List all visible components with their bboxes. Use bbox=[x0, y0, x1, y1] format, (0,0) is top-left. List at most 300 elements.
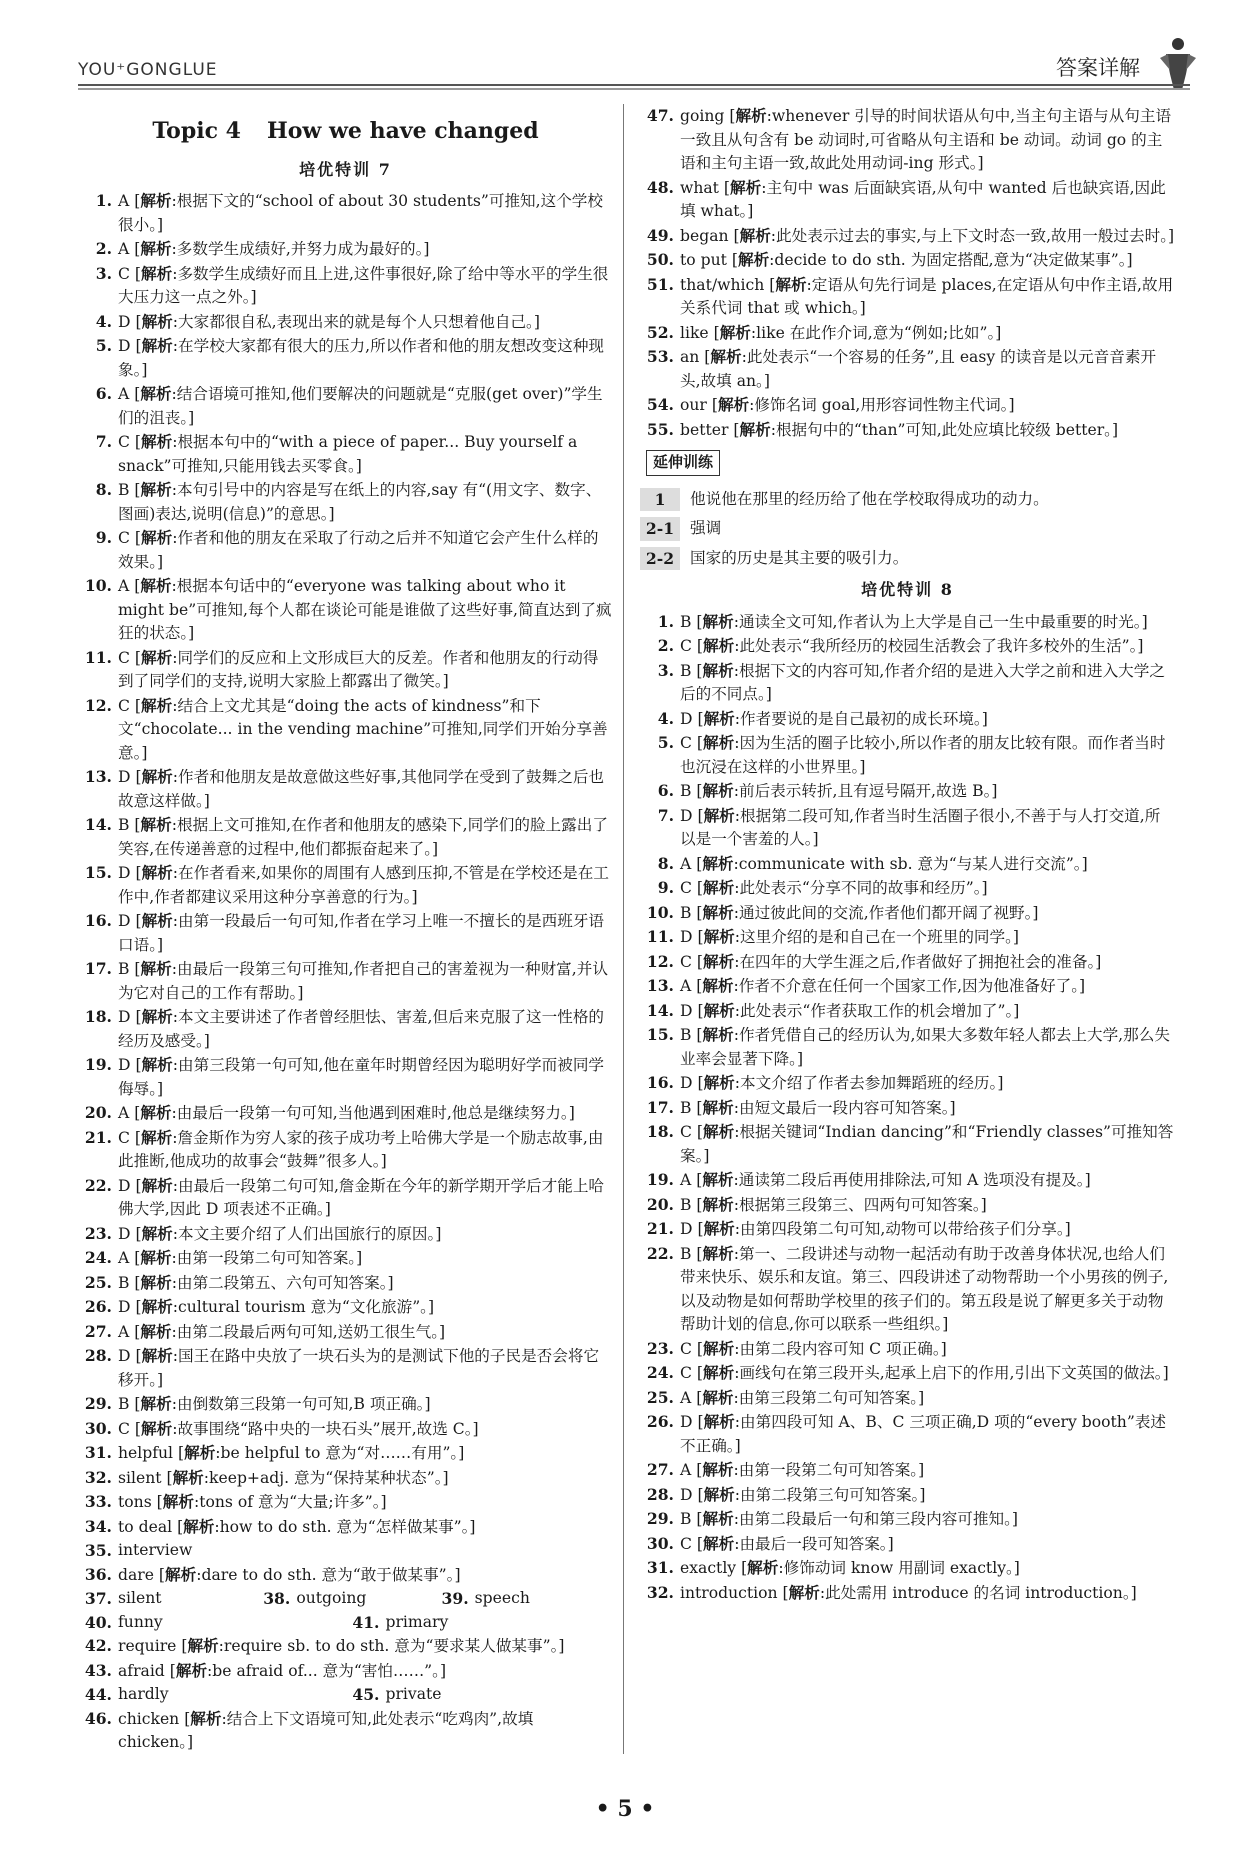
item-answer: silent bbox=[118, 1589, 162, 1607]
answer-cell bbox=[78, 1683, 346, 1707]
bracket: [ bbox=[696, 1195, 703, 1214]
item-answer: D bbox=[680, 806, 698, 825]
extension-text: 强调 bbox=[690, 519, 722, 537]
explanation-label: 解析 bbox=[141, 767, 173, 786]
item-number: 26. bbox=[646, 1412, 674, 1431]
answer-item bbox=[78, 382, 613, 430]
item-answer: C bbox=[680, 734, 697, 752]
item-answer: speech bbox=[474, 1589, 530, 1607]
item-number: 17. bbox=[646, 1097, 674, 1117]
answer-item bbox=[78, 1126, 613, 1174]
explanation-label: 解析 bbox=[162, 1492, 194, 1511]
explanation-label: 解析 bbox=[702, 976, 734, 995]
item-answer: A bbox=[680, 1171, 697, 1189]
item-answer: D bbox=[680, 1074, 698, 1092]
item-answer: D bbox=[118, 312, 136, 331]
bracket: [ bbox=[135, 1056, 142, 1074]
item-number: 13. bbox=[646, 976, 674, 995]
answer-item bbox=[640, 1337, 1175, 1362]
item-text bbox=[118, 1246, 613, 1271]
item-number: 10. bbox=[84, 576, 112, 595]
item-number: 44. bbox=[84, 1685, 112, 1704]
extension-label: 延伸训练 bbox=[646, 450, 720, 476]
item-text bbox=[118, 237, 613, 262]
explanation-label: 解析 bbox=[140, 239, 172, 258]
item-text bbox=[118, 1005, 613, 1053]
item-answer: D bbox=[118, 1008, 136, 1026]
explanation-text: :主句中 was 后面缺宾语,从句中 wanted 后也缺宾语,因此填 what。] bbox=[680, 178, 1166, 220]
explanation-text: :此处表示“我所经历的校园生活教会了我许多校外的生活”。] bbox=[734, 637, 1144, 655]
answer-item bbox=[640, 659, 1175, 707]
answer-item bbox=[78, 1101, 613, 1126]
answer-item bbox=[640, 321, 1175, 346]
explanation-text: :由第四段第二句可知,动物可以带给孩子们分享。] bbox=[734, 1220, 1071, 1238]
item-number: 4. bbox=[657, 708, 674, 728]
item-answer: D bbox=[680, 1413, 698, 1431]
item-number: 45. bbox=[352, 1685, 380, 1704]
item-number: 27. bbox=[646, 1460, 674, 1479]
bracket: [ bbox=[134, 648, 141, 667]
answer-item bbox=[78, 1271, 613, 1296]
answer-item bbox=[78, 694, 613, 766]
explanation-text: :由第三段第二句可知答案。] bbox=[733, 1388, 925, 1407]
explanation-label: 解析 bbox=[703, 927, 735, 946]
item-number: 20. bbox=[84, 1103, 112, 1122]
explanation-label: 解析 bbox=[141, 1007, 173, 1026]
explanation-text: :通过彼此间的交流,作者他们都开阔了视野。] bbox=[733, 903, 1039, 922]
explanation-label: 解析 bbox=[717, 395, 750, 414]
answer-item bbox=[78, 526, 613, 574]
bracket: [ bbox=[134, 1419, 141, 1438]
answer-item bbox=[78, 574, 613, 646]
explanation-text: :cultural tourism 意为“文化旅游”。] bbox=[172, 1298, 435, 1316]
item-answer: D bbox=[680, 709, 698, 728]
page-number: • 5 • bbox=[595, 1796, 655, 1822]
item-text bbox=[680, 248, 1175, 273]
bracket: [ bbox=[178, 1444, 185, 1462]
explanation-text: :decide to do sth. 为固定搭配,意为“决定做某事”。] bbox=[769, 251, 1133, 269]
explanation-text: :在学校大家都有很大的压力,所以作者和他的朋友想改变这种现象。] bbox=[118, 337, 605, 379]
explanation-label: 解析 bbox=[702, 951, 735, 971]
item-answer: D bbox=[680, 928, 698, 946]
bracket: [ bbox=[697, 806, 704, 825]
bracket: [ bbox=[134, 960, 141, 978]
explanation-text: :结合上文尤其是“doing the acts of kindness”和下文“chocolate... in the vending machine”可推知,同学们开始分享善意。] bbox=[118, 696, 608, 762]
item-number: 22. bbox=[84, 1175, 112, 1195]
item-number: 13. bbox=[84, 767, 112, 786]
bracket: [ bbox=[696, 1339, 703, 1358]
item-answer: B bbox=[680, 1195, 697, 1214]
extension-text: 他说他在那里的经历给了他在学校取得成功的动力。 bbox=[690, 489, 1049, 508]
bracket: [ bbox=[134, 696, 141, 715]
explanation-label: 解析 bbox=[702, 1533, 735, 1553]
item-text bbox=[118, 1563, 613, 1588]
item-number: 52. bbox=[646, 322, 674, 342]
explanation-label: 解析 bbox=[775, 274, 807, 294]
item-text bbox=[680, 1096, 1175, 1121]
item-number: 40. bbox=[84, 1612, 112, 1632]
extension-item bbox=[640, 547, 1175, 571]
item-answer: to put bbox=[680, 251, 732, 269]
answer-item bbox=[78, 1005, 613, 1053]
explanation-label: 解析 bbox=[702, 1460, 734, 1479]
item-number: 43. bbox=[84, 1660, 112, 1680]
explanation-label: 解析 bbox=[702, 902, 734, 922]
explanation-label: 解析 bbox=[184, 1443, 216, 1462]
answer-item bbox=[640, 634, 1175, 659]
explanation-label: 解析 bbox=[702, 1097, 734, 1117]
item-number: 25. bbox=[84, 1272, 112, 1292]
answer-item bbox=[78, 1392, 613, 1417]
explanation-text: :由第四段可知 A、B、C 三项正确,D 项的“every booth”表述不正确。] bbox=[680, 1413, 1167, 1455]
item-text bbox=[118, 189, 613, 237]
item-answer: C bbox=[680, 952, 697, 971]
item-answer: B bbox=[680, 782, 697, 800]
bracket: [ bbox=[156, 1493, 163, 1511]
bracket: [ bbox=[782, 1583, 789, 1602]
bracket: [ bbox=[135, 1347, 142, 1365]
explanation-label: 解析 bbox=[165, 1564, 197, 1584]
explanation-label: 解析 bbox=[141, 311, 173, 331]
explanation-label: 解析 bbox=[140, 959, 172, 978]
item-text bbox=[680, 345, 1175, 393]
explanation-label: 解析 bbox=[141, 1223, 173, 1243]
item-number: 30. bbox=[84, 1418, 112, 1438]
answer-item bbox=[640, 901, 1175, 926]
explanation-text: :keep+adj. 意为“保持某种状态”。] bbox=[203, 1468, 449, 1487]
bracket: [ bbox=[769, 275, 776, 294]
explanation-label: 解析 bbox=[140, 432, 173, 451]
item-number: 18. bbox=[84, 1007, 112, 1026]
item-answer: primary bbox=[385, 1612, 449, 1631]
explanation-text: :这里介绍的是和自己在一个班里的同学。] bbox=[734, 928, 1019, 946]
explanation-label: 解析 bbox=[140, 1272, 172, 1292]
explanation-label: 解析 bbox=[702, 1025, 734, 1044]
item-answer: B bbox=[680, 1244, 697, 1263]
item-text bbox=[118, 1515, 613, 1540]
answer-item bbox=[78, 1320, 613, 1345]
explanation-text: :作者要说的是自己最初的成长环境。] bbox=[734, 709, 988, 728]
item-answer: D bbox=[118, 1176, 136, 1195]
item-number: 23. bbox=[646, 1338, 674, 1358]
item-number: 18. bbox=[646, 1122, 674, 1141]
item-text bbox=[118, 1222, 613, 1247]
extension-item bbox=[640, 517, 1175, 541]
explanation-text: :结合语境可推知,他们要解决的问题就是“克服(get over)”学生们的沮丧。] bbox=[118, 385, 603, 427]
item-number: 20. bbox=[646, 1194, 674, 1214]
answer-item bbox=[640, 1507, 1175, 1532]
item-answer: A bbox=[680, 977, 697, 995]
bracket: [ bbox=[696, 1123, 703, 1141]
answer-item bbox=[78, 646, 613, 694]
bracket: [ bbox=[696, 1534, 703, 1553]
item-number: 51. bbox=[646, 274, 674, 294]
item-answer: going bbox=[680, 107, 730, 125]
bracket: [ bbox=[704, 348, 711, 366]
explanation-text: :由第一段最后一句可知,作者在学习上唯一不擅长的是西班牙语口语。] bbox=[118, 912, 605, 954]
item-text bbox=[118, 1101, 613, 1126]
explanation-label: 解析 bbox=[140, 191, 172, 210]
answer-item bbox=[78, 1490, 613, 1515]
item-answer: A bbox=[118, 1322, 135, 1341]
item-text bbox=[680, 1556, 1175, 1581]
explanation-text: :定语从句先行词是 places,在定语从句中作主语,故用关系代词 that 或 which。] bbox=[680, 275, 1174, 317]
explanation-text: :根据本句话中的“everyone was talking about who it might be”可推知,每个人都在谈论可能是谁做了这些好事,简直达到了疯狂的状态。] bbox=[118, 577, 612, 642]
item-text bbox=[118, 1466, 613, 1491]
item-text bbox=[118, 478, 613, 526]
item-text bbox=[680, 731, 1175, 779]
item-text bbox=[118, 1539, 613, 1563]
answer-item bbox=[78, 1295, 613, 1320]
item-text bbox=[118, 526, 613, 574]
item-number: 22. bbox=[646, 1243, 674, 1263]
bracket: [ bbox=[177, 1517, 184, 1536]
item-answer: D bbox=[118, 768, 136, 786]
bracket: [ bbox=[696, 879, 703, 897]
answer-item bbox=[78, 1563, 613, 1588]
bracket: [ bbox=[134, 192, 141, 210]
bracket: [ bbox=[134, 1322, 141, 1341]
explanation-text: :由倒数第三段第一句可知,B 项正确。] bbox=[171, 1395, 431, 1413]
bracket: [ bbox=[741, 1559, 748, 1577]
explanation-text: :根据关键词“Indian dancing”和“Friendly classes”可推知答案。] bbox=[680, 1123, 1174, 1165]
bracket: [ bbox=[134, 264, 141, 283]
item-number: 53. bbox=[646, 347, 674, 366]
item-answer: began bbox=[680, 226, 734, 245]
item-answer: D bbox=[680, 1001, 698, 1020]
explanation-label: 解析 bbox=[702, 636, 735, 655]
bracket: [ bbox=[711, 396, 718, 414]
bracket: [ bbox=[134, 385, 141, 403]
explanation-label: 解析 bbox=[175, 1660, 208, 1680]
item-number: 47. bbox=[646, 106, 674, 125]
answer-item bbox=[78, 1417, 613, 1442]
item-answer: exactly bbox=[680, 1559, 742, 1577]
explanation-text: :在作者看来,如果你的周围有人感到压抑,不管是在学校还是在工作中,作者都建议采用这种分享善意的行为。] bbox=[118, 864, 609, 906]
item-answer: D bbox=[118, 337, 136, 355]
answer-list-tail bbox=[78, 1587, 613, 1755]
explanation-label: 解析 bbox=[739, 419, 771, 439]
explanation-text: :由第二段最后两句可知,送奶工很生气。] bbox=[171, 1322, 446, 1341]
item-number: 34. bbox=[84, 1516, 112, 1536]
item-answer: A bbox=[118, 1249, 135, 1267]
item-number: 21. bbox=[646, 1219, 674, 1238]
answer-item bbox=[78, 1707, 613, 1755]
item-text bbox=[118, 1490, 613, 1515]
section-title: 答案详解 bbox=[1056, 56, 1140, 80]
explanation-label: 解析 bbox=[702, 1194, 734, 1214]
item-answer: require bbox=[118, 1637, 182, 1655]
explanation-label: 解析 bbox=[739, 225, 771, 245]
bracket: [ bbox=[134, 433, 141, 451]
answer-cell bbox=[346, 1683, 614, 1707]
item-number: 9. bbox=[657, 878, 674, 897]
item-answer: like bbox=[680, 323, 714, 342]
bracket: [ bbox=[696, 854, 703, 873]
item-text bbox=[118, 694, 613, 766]
item-text bbox=[680, 1217, 1175, 1242]
explanation-label: 解析 bbox=[703, 708, 735, 728]
extension-list bbox=[640, 488, 1175, 571]
item-answer: D bbox=[118, 1298, 136, 1316]
explanation-text: :communicate with sb. 意为“与某人进行交流”。] bbox=[733, 854, 1088, 873]
item-answer: interview bbox=[118, 1541, 193, 1559]
item-text bbox=[680, 1023, 1175, 1071]
bracket: [ bbox=[158, 1565, 166, 1584]
explanation-text: :画线句在第三段开头,起承上启下的作用,引出下文英国的做法。] bbox=[734, 1364, 1169, 1382]
bracket: [ bbox=[697, 928, 704, 946]
item-answer: B bbox=[118, 481, 135, 499]
item-answer: C bbox=[118, 264, 135, 283]
item-number: 30. bbox=[646, 1533, 674, 1553]
bracket: [ bbox=[696, 661, 703, 680]
item-answer: B bbox=[680, 1510, 697, 1528]
extension-number: 2-2 bbox=[640, 547, 680, 571]
item-answer: A bbox=[680, 1461, 697, 1479]
bracket: [ bbox=[696, 952, 703, 971]
item-number: 9. bbox=[95, 528, 112, 547]
item-answer: B bbox=[680, 1026, 697, 1044]
item-answer: outgoing bbox=[296, 1589, 367, 1607]
bracket: [ bbox=[733, 226, 740, 245]
bracket: [ bbox=[135, 312, 142, 331]
bracket: [ bbox=[697, 709, 704, 728]
item-text bbox=[118, 1271, 613, 1296]
item-number: 7. bbox=[95, 432, 112, 451]
item-answer: C bbox=[118, 696, 135, 715]
explanation-text: :此处需用 introduce 的名词 introduction。] bbox=[819, 1583, 1137, 1602]
item-text bbox=[680, 901, 1175, 926]
explanation-text: :how to do sth. 意为“怎样做某事”。] bbox=[214, 1517, 476, 1536]
explanation-text: :此处表示“作者获取工作的机会增加了”。] bbox=[734, 1001, 1020, 1020]
answer-item bbox=[78, 1539, 613, 1563]
bracket: [ bbox=[696, 1364, 703, 1382]
item-number: 28. bbox=[84, 1346, 112, 1365]
answer-item bbox=[78, 189, 613, 237]
bracket: [ bbox=[184, 1709, 191, 1728]
item-answer: that/which bbox=[680, 275, 770, 294]
explanation-text: :由第二段最后一句和第三段内容可推知。] bbox=[733, 1510, 1018, 1528]
item-text bbox=[680, 1168, 1175, 1193]
item-number: 29. bbox=[84, 1394, 112, 1413]
item-answer: A bbox=[118, 192, 135, 210]
answer-item bbox=[640, 950, 1175, 975]
page-header bbox=[0, 0, 1250, 90]
answer-item bbox=[640, 1217, 1175, 1242]
answer-item bbox=[78, 1441, 613, 1466]
answer-item bbox=[640, 1483, 1175, 1508]
item-answer: D bbox=[118, 1224, 136, 1243]
item-number: 55. bbox=[646, 419, 674, 439]
left-column bbox=[78, 104, 613, 1755]
bracket: [ bbox=[135, 912, 142, 930]
item-number: 17. bbox=[84, 959, 112, 978]
item-answer: C bbox=[680, 1534, 697, 1553]
explanation-label: 解析 bbox=[190, 1708, 222, 1728]
explanation-label: 解析 bbox=[140, 1127, 173, 1147]
explanation-label: 解析 bbox=[703, 805, 735, 825]
bracket: [ bbox=[697, 1001, 704, 1020]
column-divider bbox=[623, 104, 624, 1754]
explanation-text: :由最后一段第一句可知,当他遇到困难时,他总是继续努力。] bbox=[171, 1104, 575, 1122]
bracket: [ bbox=[135, 337, 142, 355]
explanation-label: 解析 bbox=[710, 347, 742, 366]
item-answer: A bbox=[118, 1104, 135, 1122]
item-text bbox=[680, 321, 1175, 346]
explanation-text: :由最后一段可知答案。] bbox=[734, 1534, 894, 1553]
item-text bbox=[680, 176, 1175, 224]
item-text bbox=[680, 1581, 1175, 1606]
item-text bbox=[680, 104, 1175, 176]
item-number: 10. bbox=[646, 902, 674, 922]
item-number: 35. bbox=[84, 1541, 112, 1560]
answer-item bbox=[640, 345, 1175, 393]
item-text bbox=[680, 925, 1175, 950]
item-text bbox=[680, 659, 1175, 707]
answer-item bbox=[640, 1386, 1175, 1411]
answer-cell bbox=[435, 1587, 613, 1611]
item-text bbox=[118, 646, 613, 694]
answer-list bbox=[640, 610, 1175, 1606]
topic-title: Topic 4 How we have changed bbox=[152, 118, 539, 144]
explanation-label: 解析 bbox=[737, 250, 770, 269]
item-text bbox=[680, 707, 1175, 732]
item-answer: B bbox=[680, 903, 697, 922]
answer-item bbox=[640, 273, 1175, 321]
answer-item bbox=[78, 861, 613, 909]
item-text bbox=[680, 852, 1175, 877]
answer-item bbox=[78, 1174, 613, 1222]
item-text bbox=[118, 1659, 613, 1684]
item-number: 31. bbox=[646, 1558, 674, 1577]
item-text bbox=[680, 610, 1175, 635]
item-text bbox=[680, 999, 1175, 1024]
bracket: [ bbox=[134, 481, 141, 499]
item-answer: C bbox=[680, 1339, 697, 1358]
explanation-label: 解析 bbox=[140, 528, 173, 547]
bracket: [ bbox=[696, 612, 703, 631]
extension-item bbox=[640, 488, 1175, 512]
item-answer: B bbox=[680, 612, 697, 631]
item-answer: C bbox=[118, 529, 135, 547]
explanation-text: :由短文最后一段内容可知答案。] bbox=[733, 1098, 956, 1117]
answer-item bbox=[640, 176, 1175, 224]
bracket: [ bbox=[696, 1244, 703, 1263]
explanation-label: 解析 bbox=[140, 384, 172, 403]
item-text bbox=[118, 1392, 613, 1417]
item-number: 15. bbox=[84, 863, 112, 882]
answer-item bbox=[640, 1556, 1175, 1581]
item-text bbox=[118, 1174, 613, 1222]
item-answer: helpful bbox=[118, 1444, 178, 1462]
explanation-label: 解析 bbox=[730, 177, 762, 197]
answer-item bbox=[640, 1096, 1175, 1121]
bracket: [ bbox=[696, 1026, 703, 1044]
explanation-text: :由第一段第二句可知答案。] bbox=[171, 1249, 363, 1267]
item-answer: C bbox=[680, 1123, 697, 1141]
answer-item bbox=[640, 1532, 1175, 1557]
item-number: 6. bbox=[95, 384, 112, 403]
item-answer: D bbox=[680, 1220, 698, 1238]
explanation-text: :由第二段内容可知 C 项正确。] bbox=[734, 1339, 947, 1358]
item-number: 49. bbox=[646, 225, 674, 245]
item-text bbox=[118, 957, 613, 1005]
bracket: [ bbox=[181, 1637, 188, 1655]
answer-item bbox=[640, 1120, 1175, 1168]
item-number: 1. bbox=[95, 191, 112, 210]
answer-item bbox=[78, 310, 613, 335]
explanation-text: :由第二段第五、六句可知答案。] bbox=[171, 1273, 394, 1292]
